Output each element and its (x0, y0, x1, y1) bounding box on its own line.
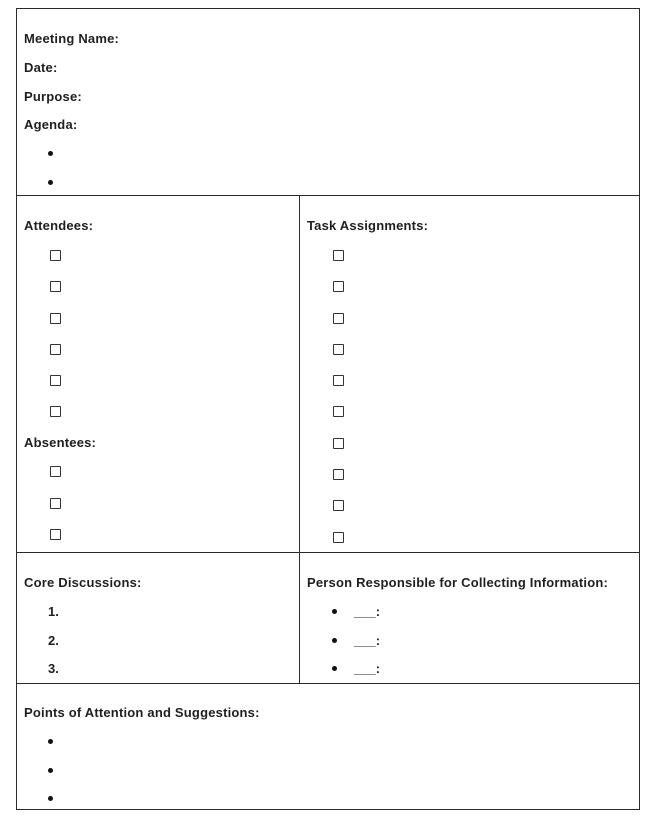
task-checkbox[interactable] (333, 375, 344, 386)
attendee-checkbox[interactable] (50, 250, 61, 261)
agenda-bullet (48, 151, 53, 156)
discussion-number: 2. (48, 633, 59, 648)
meeting-minutes-form (16, 8, 640, 810)
divider (17, 683, 639, 684)
attendee-checkbox[interactable] (50, 375, 61, 386)
attendee-checkbox[interactable] (50, 281, 61, 292)
task-checkbox[interactable] (333, 313, 344, 324)
points-bullet (48, 739, 53, 744)
task-checkbox[interactable] (333, 532, 344, 543)
task-checkbox[interactable] (333, 281, 344, 292)
absentee-checkbox[interactable] (50, 529, 61, 540)
responsible-blank[interactable]: ___: (354, 661, 381, 676)
agenda-bullet (48, 180, 53, 185)
task-checkbox[interactable] (333, 500, 344, 511)
task-checkbox[interactable] (333, 406, 344, 417)
column-divider (299, 552, 300, 683)
column-divider (299, 195, 300, 552)
agenda-label: Agenda: (24, 117, 78, 132)
attendee-checkbox[interactable] (50, 344, 61, 355)
person-responsible-label: Person Responsible for Collecting Information: (307, 575, 609, 590)
absentees-label: Absentees: (24, 435, 97, 450)
points-bullet (48, 796, 53, 801)
points-of-attention-label: Points of Attention and Suggestions: (24, 705, 260, 720)
absentee-checkbox[interactable] (50, 498, 61, 509)
date-label: Date: (24, 60, 58, 75)
divider (17, 552, 639, 553)
task-checkbox[interactable] (333, 344, 344, 355)
purpose-label: Purpose: (24, 89, 82, 104)
core-discussions-label: Core Discussions: (24, 575, 142, 590)
responsible-blank[interactable]: ___: (354, 604, 381, 619)
responsible-bullet (332, 638, 337, 643)
task-checkbox[interactable] (333, 250, 344, 261)
attendee-checkbox[interactable] (50, 313, 61, 324)
discussion-number: 3. (48, 661, 59, 676)
task-checkbox[interactable] (333, 438, 344, 449)
points-bullet (48, 768, 53, 773)
absentee-checkbox[interactable] (50, 466, 61, 477)
attendee-checkbox[interactable] (50, 406, 61, 417)
task-checkbox[interactable] (333, 469, 344, 480)
task-assignments-label: Task Assignments: (307, 218, 429, 233)
discussion-number: 1. (48, 604, 59, 619)
responsible-bullet (332, 666, 337, 671)
responsible-blank[interactable]: ___: (354, 633, 381, 648)
attendees-label: Attendees: (24, 218, 94, 233)
divider (17, 195, 639, 196)
responsible-bullet (332, 609, 337, 614)
meeting-name-label: Meeting Name: (24, 31, 120, 46)
